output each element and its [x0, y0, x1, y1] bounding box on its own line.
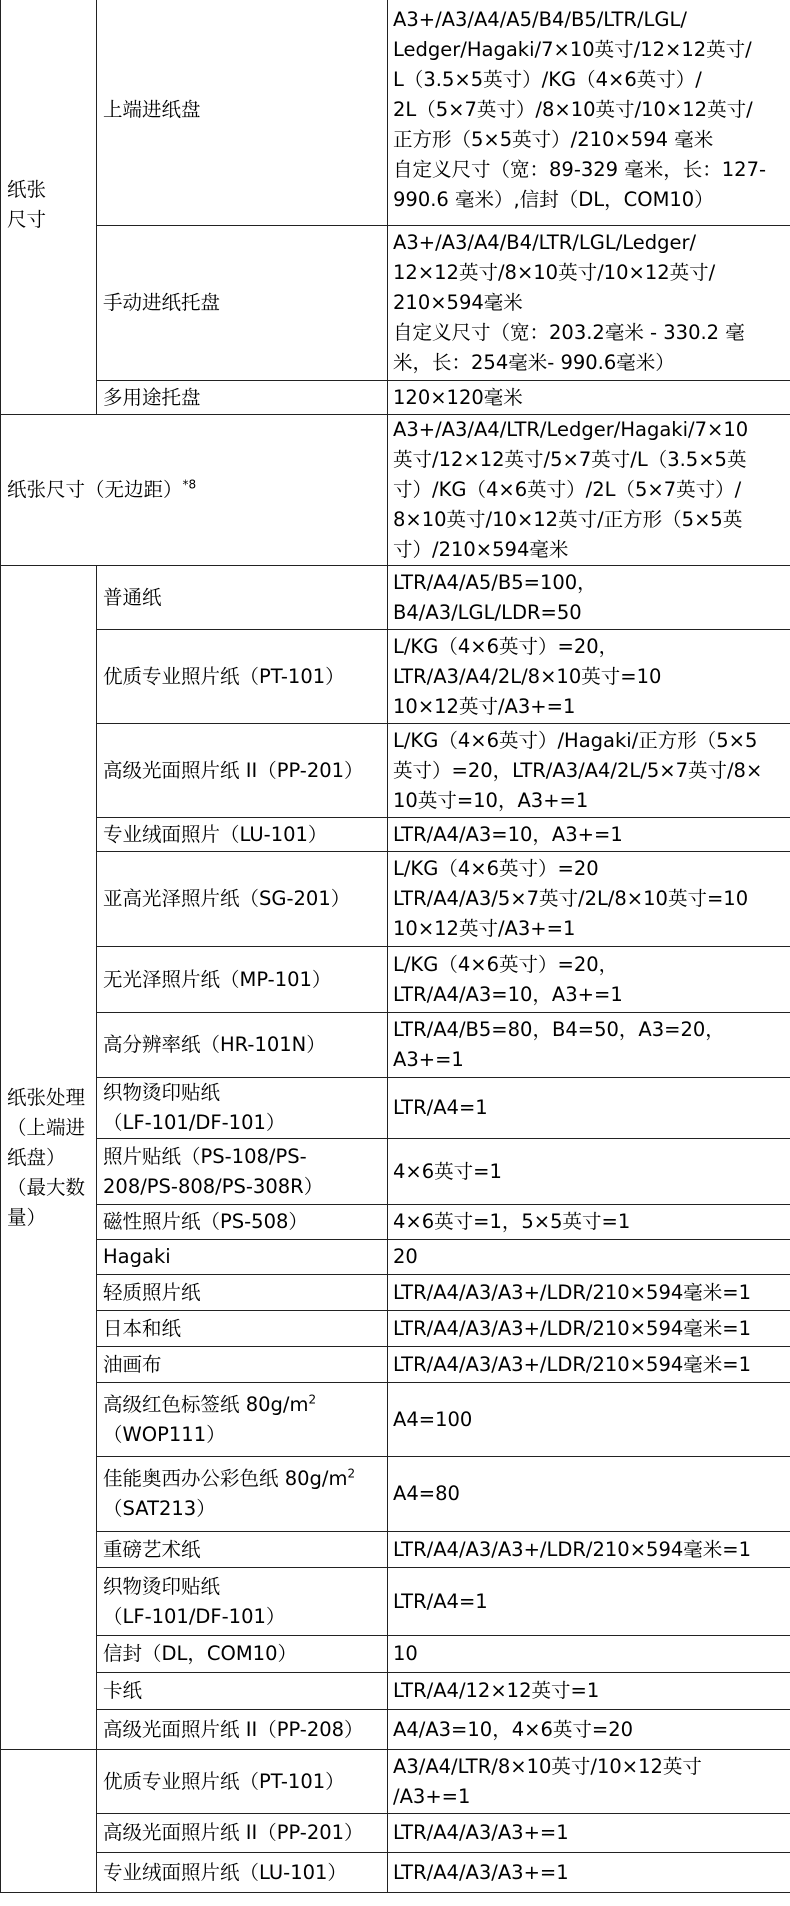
table-row: [1, 1311, 790, 1347]
row-value: 120×120毫米: [388, 381, 790, 415]
row-name: 信封（DL，COM10）: [97, 1636, 388, 1673]
table-row: [1, 1240, 790, 1275]
row-value: LTR/A4/A5/B5=100， B4/A3/LGL/LDR=50: [388, 566, 790, 630]
row-name: 日本和纸: [97, 1311, 388, 1347]
borderless-label: 纸张尺寸（无边距）$^{*8}$: [1, 415, 388, 566]
row-name: 普通纸: [97, 566, 388, 630]
handling-label: 纸张处理 （上端进 纸盘） （最大数 量）: [1, 566, 97, 1750]
table-row: [1, 1750, 790, 1814]
row-value: A4=100: [388, 1383, 790, 1457]
row-name: 高分辨率纸（HR-101N）: [97, 1013, 388, 1078]
row-name: 轻质照片纸: [97, 1275, 388, 1311]
table-row: [1, 630, 790, 724]
row-value: LTR/A4/12×12英寸=1: [388, 1673, 790, 1710]
table-row: [1, 1457, 790, 1532]
row-name: 亚高光泽照片纸（SG-201）: [97, 852, 388, 947]
row-value: LTR/A4/A3/A3+/LDR/210×594毫米=1: [388, 1532, 790, 1568]
row-name: 多用途托盘: [97, 381, 388, 415]
table-row: [1, 1383, 790, 1457]
manual-label: [1, 1750, 97, 1893]
row-value: A3/A4/LTR/8×10英寸/10×12英寸 /A3+=1: [388, 1750, 790, 1814]
table-row: [1, 724, 790, 818]
row-name: 高级红色标签纸 $80g/m^2$ （WOP111）: [97, 1383, 388, 1457]
row-value: A3+/A3/A4/A5/B4/B5/LTR/LGL/ Ledger/Hagaki/7×10英寸/12×12英寸/ L（3.5×5英寸）/KG（4×6英寸）/ 2L（5×7英寸）/8×10英寸/10×12英寸/ 正方形（5×5英寸）/210×594 毫米 自定义尺寸（宽：89-329 毫米，长：127- 990.6 毫米）,信封（DL，COM10）: [388, 0, 790, 226]
row-name: 重磅艺术纸: [97, 1532, 388, 1568]
table-row: [1, 852, 790, 947]
row-value: A3+/A3/A4/B4/LTR/LGL/Ledger/ 12×12英寸/8×10英寸/10×12英寸/ 210×594毫米 自定义尺寸（宽：203.2毫米 - 330.2 毫 米，长：254毫米- 990.6毫米）: [388, 226, 790, 381]
row-value: L/KG（4×6英寸）=20 LTR/A4/A3/5×7英寸/2L/8×10英寸=10 10×12英寸/A3+=1: [388, 852, 790, 947]
row-name: 优质专业照片纸（PT-101）: [97, 630, 388, 724]
row-value: L/KG（4×6英寸）=20， LTR/A4/A3=10，A3+=1: [388, 947, 790, 1013]
table-row: [1, 1636, 790, 1673]
row-value: LTR/A4/A3=10，A3+=1: [388, 818, 790, 852]
footnote-mark: *8: [182, 477, 197, 492]
table-row: [1, 381, 790, 415]
row-name: 油画布: [97, 1347, 388, 1383]
paper-size-label: 纸张 尺寸: [1, 0, 97, 415]
row-name: 无光泽照片纸（MP-101）: [97, 947, 388, 1013]
row-value: 20: [388, 1240, 790, 1275]
table-row: [1, 1347, 790, 1383]
table-row: [1, 566, 790, 630]
row-name: 照片贴纸（PS-108/PS- 208/PS-808/PS-308R）: [97, 1139, 388, 1205]
row-name: 高级光面照片纸 II（PP-208）: [97, 1710, 388, 1750]
row-value: A4/A3=10，4×6英寸=20: [388, 1710, 790, 1750]
table-row: [1, 1139, 790, 1205]
table-row: [1, 818, 790, 852]
row-value: A3+/A3/A4/LTR/Ledger/Hagaki/7×10 英寸/12×12英寸/5×7英寸/L（3.5×5英 寸）/KG（4×6英寸）/2L（5×7英寸）/ 8×10英寸/10×12英寸/正方形（5×5英 寸）/210×594毫米: [388, 415, 790, 566]
table-row: [1, 1275, 790, 1311]
table-row: [1, 947, 790, 1013]
row-name: 织物烫印贴纸 （LF-101/DF-101）: [97, 1078, 388, 1139]
row-value: LTR/A4=1: [388, 1078, 790, 1139]
row-value: LTR/A4/A3/A3+=1: [388, 1814, 790, 1853]
row-value: L/KG（4×6英寸）=20， LTR/A3/A4/2L/8×10英寸=10 10×12英寸/A3+=1: [388, 630, 790, 724]
row-value: LTR/A4/A3/A3+=1: [388, 1853, 790, 1893]
row-name: 专业绒面照片纸（LU-101）: [97, 1853, 388, 1893]
row-name: Hagaki: [97, 1240, 388, 1275]
row-value: 4×6英寸=1: [388, 1139, 790, 1205]
table-row: [1, 415, 790, 566]
row-value: LTR/A4/A3/A3+/LDR/210×594毫米=1: [388, 1275, 790, 1311]
row-name: 织物烫印贴纸 （LF-101/DF-101）: [97, 1568, 388, 1636]
table-row: [1, 1078, 790, 1139]
row-name: 卡纸: [97, 1673, 388, 1710]
table-row: [1, 1532, 790, 1568]
row-value: LTR/A4/B5=80，B4=50，A3=20， A3+=1: [388, 1013, 790, 1078]
row-value: 4×6英寸=1，5×5英寸=1: [388, 1205, 790, 1240]
row-value: A4=80: [388, 1457, 790, 1532]
row-name: 优质专业照片纸（PT-101）: [97, 1750, 388, 1814]
row-name: 手动进纸托盘: [97, 226, 388, 381]
row-name: 磁性照片纸（PS-508）: [97, 1205, 388, 1240]
row-name: 专业绒面照片（LU-101）: [97, 818, 388, 852]
row-value: L/KG（4×6英寸）/Hagaki/正方形（5×5 英寸）=20，LTR/A3/A4/2L/5×7英寸/8× 10英寸=10，A3+=1: [388, 724, 790, 818]
row-name: 高级光面照片纸 II（PP-201）: [97, 1814, 388, 1853]
row-name: 高级光面照片纸 II（PP-201）: [97, 724, 388, 818]
table-row: [1, 1853, 790, 1893]
table-row: [1, 1205, 790, 1240]
table-row: [1, 1710, 790, 1750]
table-row: [1, 1568, 790, 1636]
row-name: 上端进纸盘: [97, 0, 388, 226]
row-value: 10: [388, 1636, 790, 1673]
row-name: 佳能奥西办公彩色纸 $80g/m^2$ （SAT213）: [97, 1457, 388, 1532]
table-row: [1, 0, 790, 226]
row-value: LTR/A4=1: [388, 1568, 790, 1636]
table-row: [1, 1013, 790, 1078]
row-value: LTR/A4/A3/A3+/LDR/210×594毫米=1: [388, 1347, 790, 1383]
table-row: [1, 226, 790, 381]
table-row: [1, 1814, 790, 1853]
row-value: LTR/A4/A3/A3+/LDR/210×594毫米=1: [388, 1311, 790, 1347]
table-row: [1, 1673, 790, 1710]
